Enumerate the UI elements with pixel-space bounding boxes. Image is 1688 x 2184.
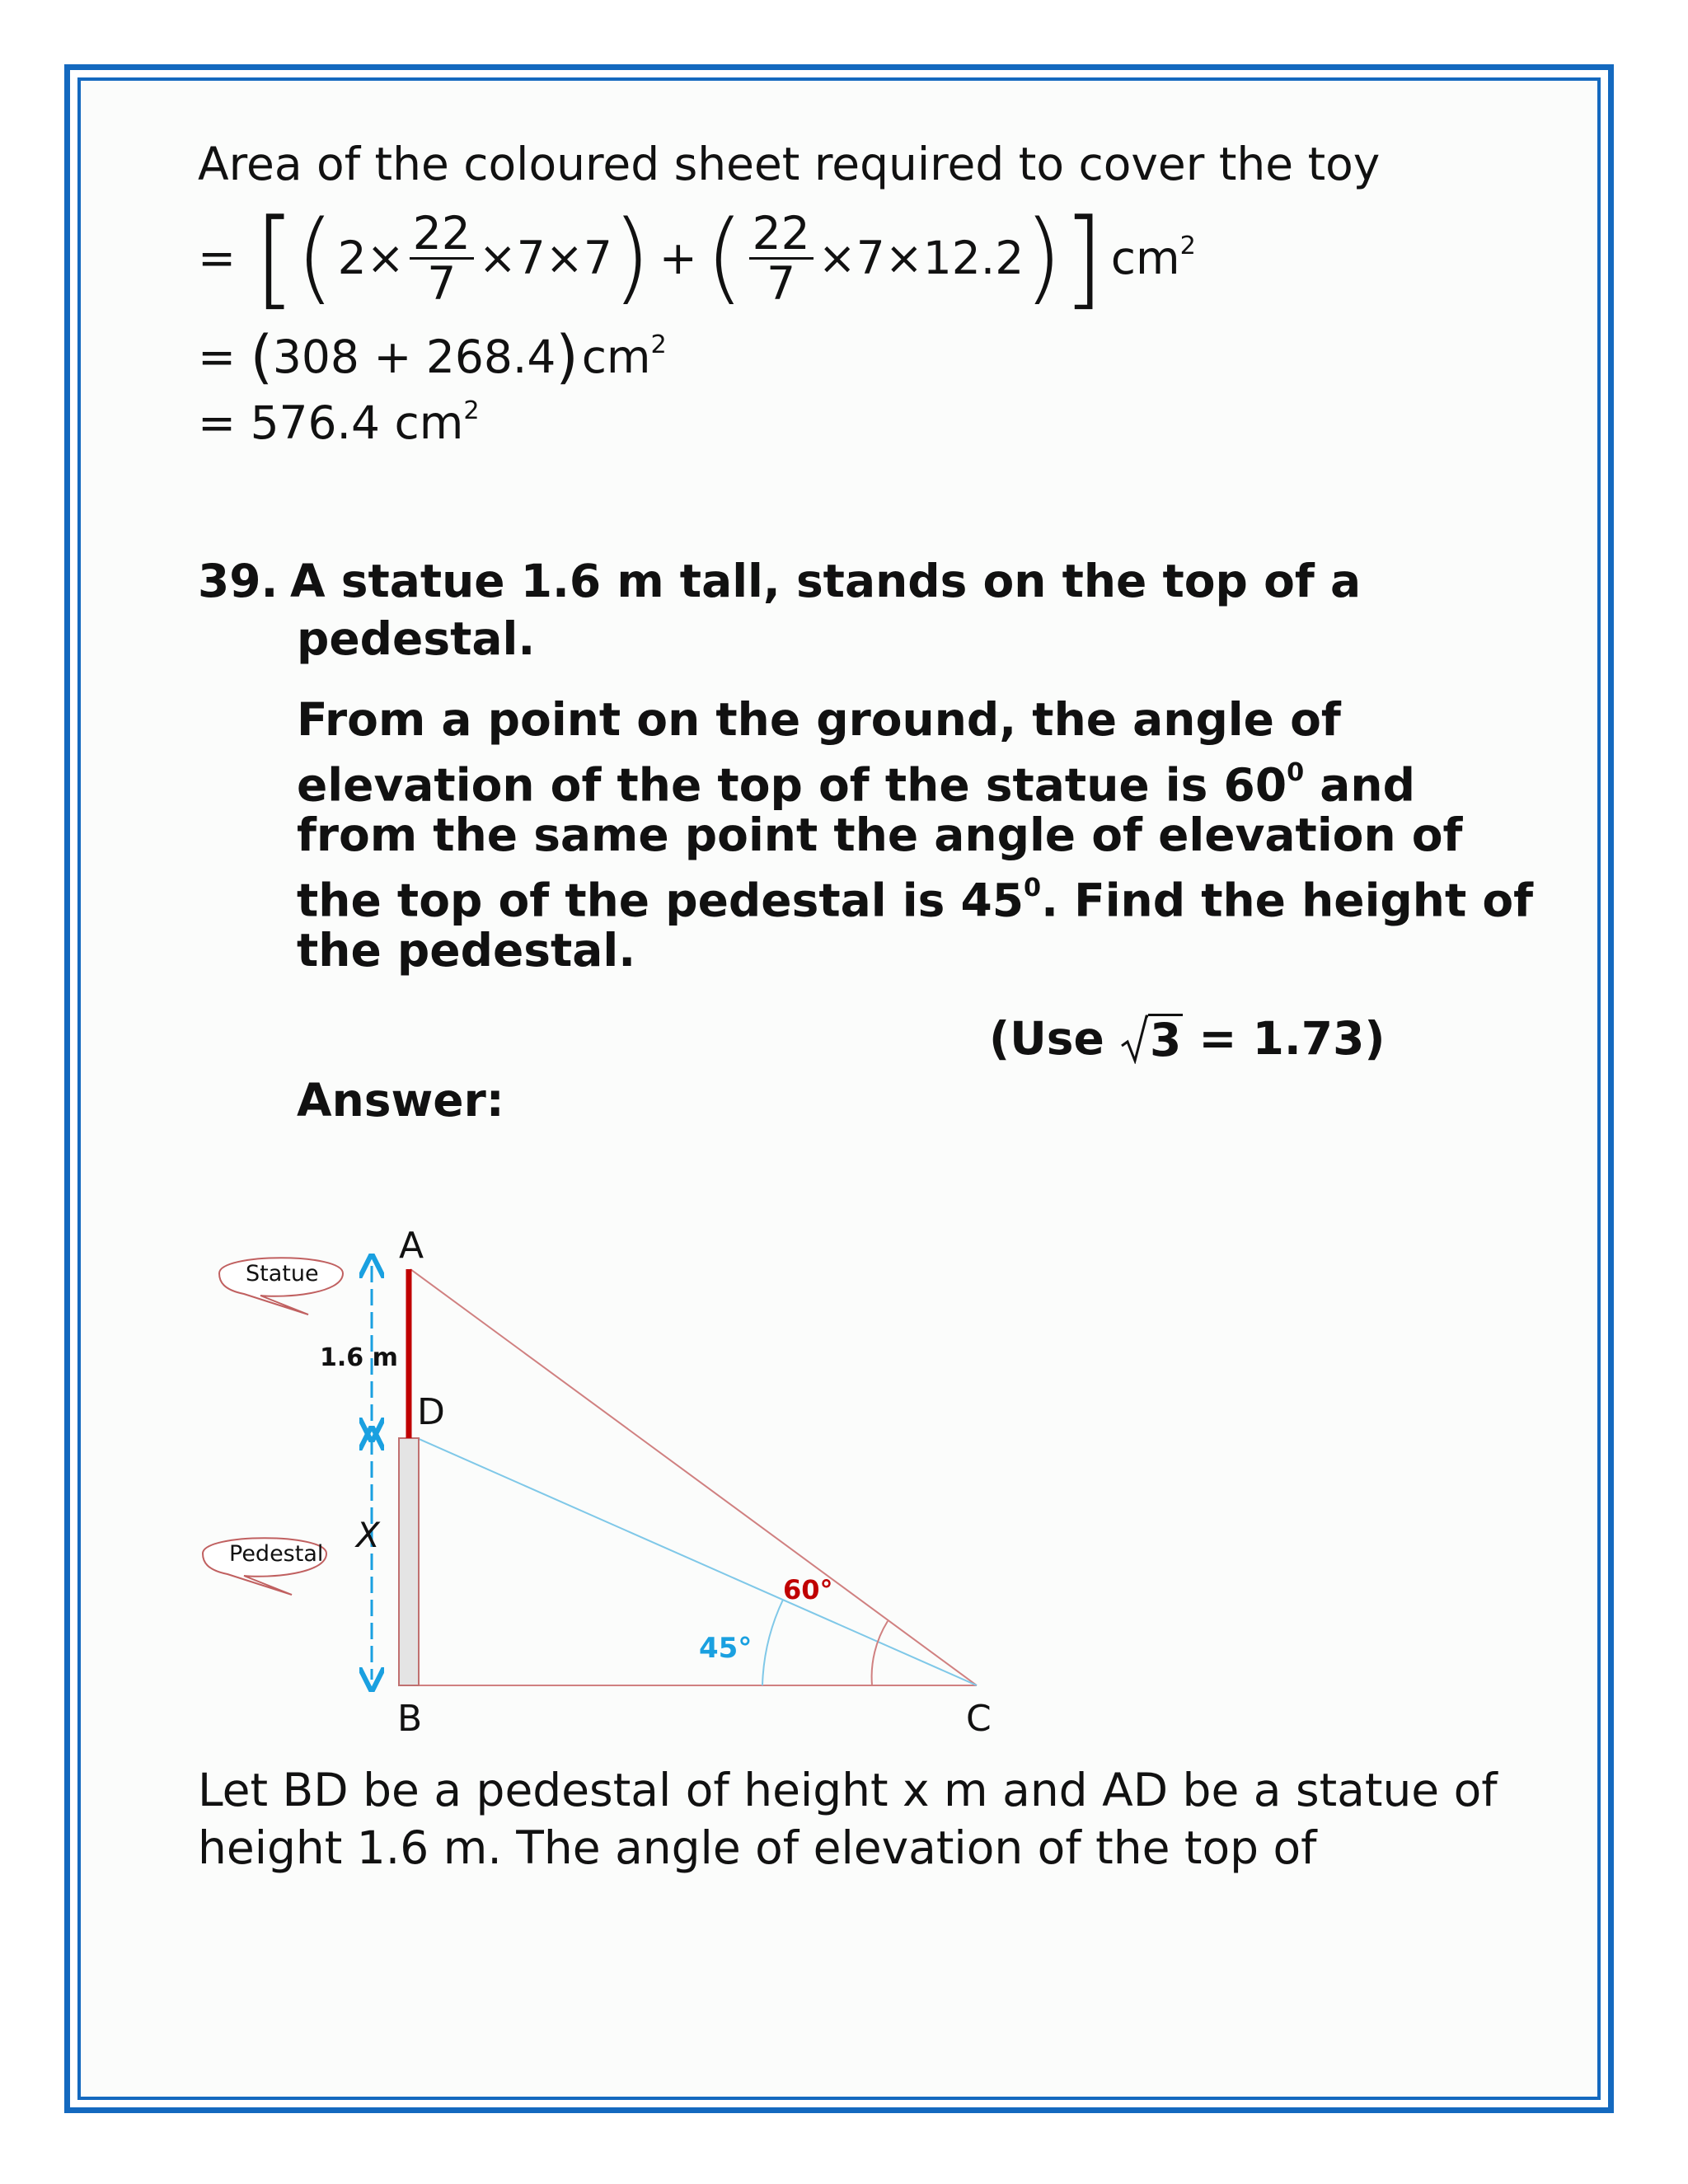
fraction-b-num: 22 — [749, 209, 814, 260]
eq1-a-two: 2× — [337, 231, 405, 284]
point-d-label: D — [417, 1391, 445, 1433]
pedestal-callout-label: Pedestal — [229, 1541, 324, 1567]
use-prefix: (Use — [989, 1012, 1120, 1065]
eq3-unit-sup: 2 — [463, 396, 480, 426]
eq2-close-paren: ) — [556, 323, 579, 391]
fraction-b-den: 7 — [767, 256, 796, 310]
question-line-1: A statue 1.6 m tall, stands on the top of a — [290, 555, 1362, 607]
angle-60-label: 60° — [783, 1574, 833, 1605]
fraction-a-den: 7 — [427, 256, 457, 310]
right-paren-b: ) — [1024, 200, 1063, 315]
para-line-4-text: the top of the pedestal is 45 — [297, 874, 1025, 927]
eq2-open-paren: ( — [250, 323, 273, 391]
pedestal-rect — [399, 1438, 419, 1685]
eq1-equals: = — [198, 231, 237, 284]
statue-callout-label: Statue — [246, 1261, 319, 1286]
question-para-line-3: from the same point the angle of elevation of — [297, 808, 1463, 861]
pedestal-x-label: X — [356, 1515, 380, 1555]
degree-sup-60: 0 — [1287, 758, 1305, 788]
right-paren-a: ) — [612, 200, 651, 315]
eq1-unit-sup: 2 — [1179, 231, 1196, 260]
sightline-dc — [417, 1438, 977, 1685]
point-b-label: B — [397, 1698, 423, 1740]
use-suffix: = 1.73) — [1183, 1012, 1386, 1065]
eq1-a-tail: ×7×7 — [478, 231, 612, 284]
bottom-line-1: Let BD be a pedestal of height x m and AD be a statue of — [198, 1764, 1498, 1816]
sqrt-radicand: 3 — [1149, 1013, 1182, 1066]
angle-45-label: 45° — [699, 1632, 753, 1665]
bottom-line-2: height 1.6 m. The angle of elevation of the top of — [198, 1821, 1317, 1874]
degree-sup-45: 0 — [1024, 874, 1042, 903]
question-para-line-1: From a point on the ground, the angle of — [297, 693, 1341, 746]
para-line-2-text: elevation of the top of the statue is 60 — [297, 758, 1287, 812]
question-line-2: pedestal. — [297, 612, 536, 665]
para-line-2-tail: and — [1304, 758, 1415, 812]
question-number: 39. — [198, 555, 279, 607]
eq3-text: = 576.4 cm — [198, 396, 464, 449]
sightline-ac — [410, 1269, 977, 1685]
left-paren-a: ( — [295, 200, 335, 315]
point-c-label: C — [966, 1698, 992, 1740]
eq1-plus: + — [659, 231, 697, 284]
eq2-body: 308 + 268.4 — [272, 330, 556, 383]
angle-45-arc — [762, 1600, 783, 1685]
left-bracket: [ — [254, 195, 296, 321]
left-paren-b: ( — [705, 200, 744, 315]
eq2-unit-text: cm — [581, 330, 651, 383]
question-para-line-5: the pedestal. — [297, 924, 636, 977]
point-a-label: A — [399, 1225, 424, 1267]
statue-height-label: 1.6 m — [320, 1343, 398, 1372]
eq1-unit-text: cm — [1110, 231, 1180, 284]
para-line-4-tail: . Find the height of — [1041, 874, 1534, 927]
answer-label: Answer: — [297, 1074, 504, 1127]
intro-line: Area of the coloured sheet required to cover the toy — [198, 138, 1381, 190]
right-bracket: ] — [1062, 195, 1104, 321]
eq2-unit-sup: 2 — [650, 330, 667, 359]
eq1-b-tail: ×7×12.2 — [818, 231, 1025, 284]
fraction-a-num: 22 — [410, 209, 474, 260]
angle-60-arc — [872, 1621, 888, 1685]
eq2-prefix: = — [198, 330, 251, 383]
